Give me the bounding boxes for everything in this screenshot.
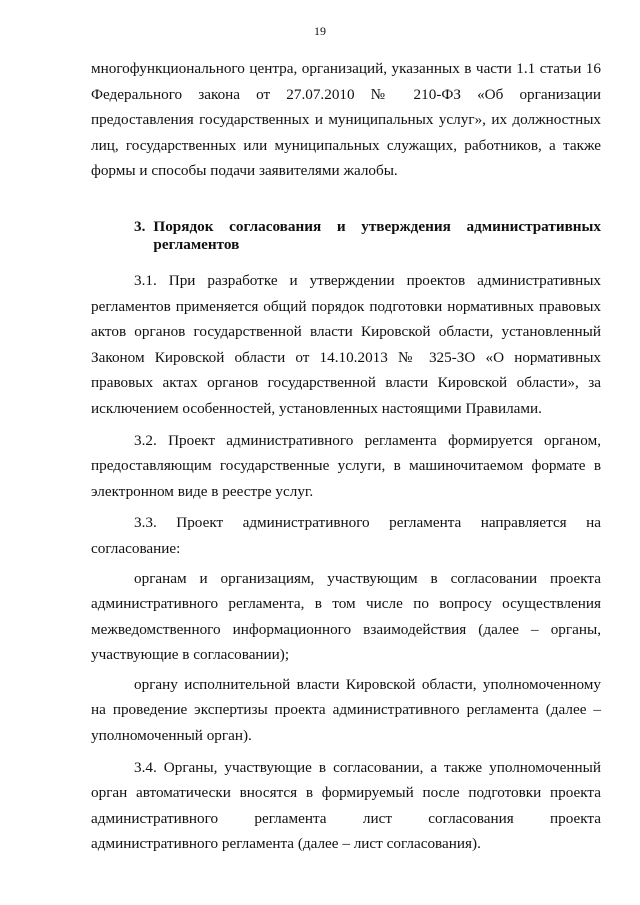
paragraph-3-2: 3.2. Проект административного регламента формируется органом, предоставляющим государственные услуги, в машиночитаемом формате в электронном виде в реестре услуг. (91, 431, 601, 500)
section-title: Порядок согласования и утверждения административных регламентов (153, 217, 601, 253)
paragraph-3-4: 3.4. Органы, участвующие в согласовании, а также уполномоченный орган автоматически вносятся в формируемый после подготовки проекта административного регламента лист согласования проекта административного регламента (далее – лист согласования). (91, 758, 601, 853)
page-number: 19 (314, 24, 326, 38)
section-heading (91, 218, 601, 254)
paragraph-3-3: 3.3. Проект административного регламента направляется на согласование: (91, 514, 601, 557)
list-item-agencies: органам и организациям, участвующим в согласовании проекта административного регламента, в том числе по вопросу осуществления межведомственного информационного взаимодействия (далее – органы, участвующие в согласовании); (91, 569, 601, 664)
list-item-authorized-body: органу исполнительной власти Кировской области, уполномоченному на проведение экспертизы проекта административного регламента (далее – уполномоченный орган). (91, 675, 601, 745)
paragraph-3-1: 3.1. При разработке и утверждении проектов административных регламентов применяется общий порядок подготовки нормативных правовых актов органов государственной власти Кировской области, установленный Законом Кировской области от 14.10.2013 № 325-ЗО «О нормативных правовых актах органов государственной власти Кировской области», за исключением особенностей, установленных настоящими Правилами. (91, 271, 601, 417)
document-body (91, 56, 601, 857)
intro-paragraph: многофункционального центра, организаций, указанных в части 1.1 статьи 16 Федерального закона от 27.07.2010 № 210-ФЗ «Об организации предоставления государственных и муниципальных услуг», их должностных лиц, государственных или муниципальных служащих, работников, а также формы и способы подачи заявителями жалобы. (91, 60, 601, 180)
section-number: 3. (134, 217, 146, 235)
